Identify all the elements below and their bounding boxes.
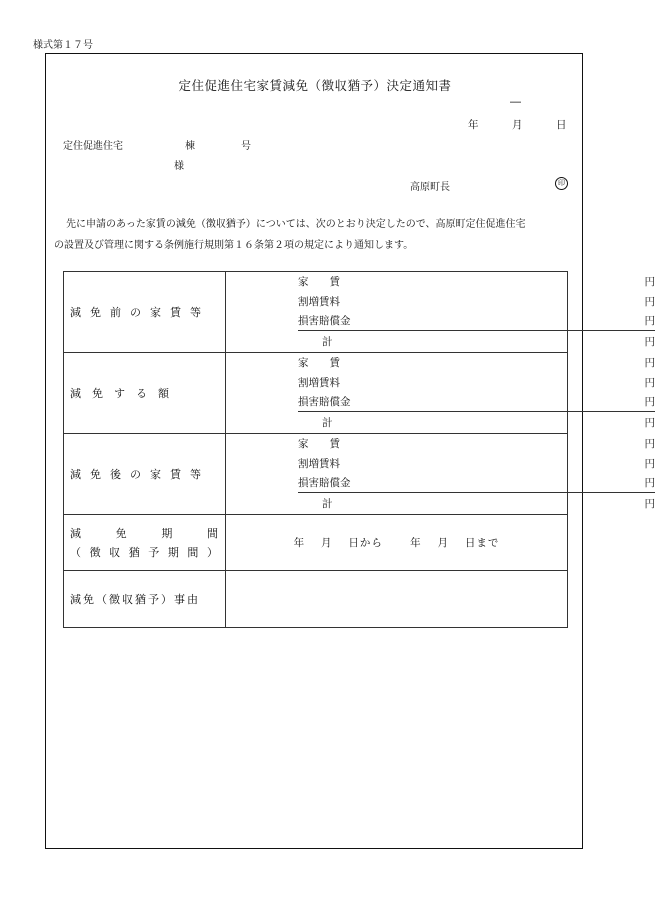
amount-line-total [298, 413, 655, 433]
addressee-suffix: 様 [174, 161, 184, 172]
amount-label: 損害賠償金 [298, 477, 351, 489]
seal-mark: 印 [555, 177, 568, 190]
issuer-name: 高原町長 [410, 182, 450, 193]
date-day-label: 日 [556, 119, 567, 131]
amount-label: 割増賃料 [298, 377, 340, 389]
period-label-char: 間 [206, 527, 218, 540]
amount-label: 計 [322, 498, 333, 510]
amount-cell [226, 434, 655, 515]
period-label-line2 [70, 544, 218, 560]
amount-label: 割増賃料 [298, 296, 340, 308]
period-label-char: （ [70, 546, 81, 559]
amount-cell [226, 353, 655, 434]
yen-unit: 円 [644, 336, 655, 348]
table-row-before-reduction [64, 272, 568, 353]
yen-unit: 円 [644, 417, 655, 429]
amount-line-surcharge [298, 454, 655, 474]
table-row-reason [64, 571, 568, 628]
yen-unit: 円 [644, 458, 655, 470]
period-label [64, 515, 226, 571]
period-label-char: 期 [161, 527, 173, 540]
date-month-label: 月 [512, 119, 523, 131]
table-row-reduction-amount [64, 353, 568, 434]
yen-unit: 円 [644, 276, 655, 288]
document-title: 定住促進住宅家賃減免（徴収猶予）決定通知書 [178, 78, 452, 93]
date-year-label: 年 [468, 119, 479, 131]
period-label-char: 猶 [128, 546, 140, 559]
housing-name: 定住促進住宅 [63, 141, 123, 152]
amount-label: 割増賃料 [298, 458, 340, 470]
table-row-after-reduction [64, 434, 568, 515]
row-label: 減免前の家賃等 [64, 272, 226, 353]
period-label-char: 徴 [89, 546, 101, 559]
period-label-char: 間 [187, 546, 199, 559]
amount-line-rent [298, 434, 655, 454]
amount-line-damages [298, 393, 655, 412]
unit-number-label: 号 [241, 141, 251, 152]
period-label-line1 [70, 525, 218, 541]
body-text-line2: の設置及び管理に関する条例施行規則第１６条第２項の規定により通知します。 [54, 240, 414, 251]
amount-label: 家 賃 [298, 357, 340, 369]
amount-label: 家 賃 [298, 276, 340, 288]
yen-unit: 円 [644, 396, 655, 408]
body-text-line1: 先に申請のあった家賃の減免（徴収猶予）については、次のとおり決定したので、高原町定住促進住宅 [66, 219, 526, 230]
period-label-char: 収 [109, 546, 121, 559]
yen-unit: 円 [644, 377, 655, 389]
period-value: 年 月 日から 年 月 日まで [226, 515, 568, 571]
amount-line-total [298, 332, 655, 352]
amount-line-surcharge [298, 373, 655, 393]
date-dash: ― [510, 95, 521, 108]
period-label-char: 減 [70, 527, 81, 540]
amount-line-surcharge [298, 292, 655, 312]
period-label-char: 予 [148, 546, 160, 559]
yen-unit: 円 [644, 498, 655, 510]
reason-label: 減免（徴収猶予）事由 [64, 571, 226, 628]
amount-label: 損害賠償金 [298, 396, 351, 408]
amount-label: 計 [322, 336, 333, 348]
yen-unit: 円 [644, 477, 655, 489]
amount-label: 損害賠償金 [298, 315, 351, 327]
amount-line-rent [298, 353, 655, 373]
decision-table [63, 271, 655, 628]
row-label: 減免後の家賃等 [64, 434, 226, 515]
period-label-char: 免 [115, 527, 127, 540]
amount-line-damages [298, 312, 655, 331]
reason-value [226, 571, 568, 628]
amount-line-damages [298, 474, 655, 493]
amount-label: 家 賃 [298, 438, 340, 450]
period-label-char: 期 [167, 546, 179, 559]
amount-cell [226, 272, 655, 353]
period-label-char: ） [206, 546, 218, 559]
amount-line-rent [298, 272, 655, 292]
amount-label: 計 [322, 417, 333, 429]
yen-unit: 円 [644, 296, 655, 308]
yen-unit: 円 [644, 438, 655, 450]
yen-unit: 円 [644, 357, 655, 369]
table-row-period [64, 515, 568, 571]
building-label: 棟 [185, 141, 195, 152]
row-label: 減 免 す る 額 [64, 353, 226, 434]
form-number: 様式第１７号 [33, 40, 93, 51]
amount-line-total [298, 494, 655, 514]
yen-unit: 円 [644, 315, 655, 327]
